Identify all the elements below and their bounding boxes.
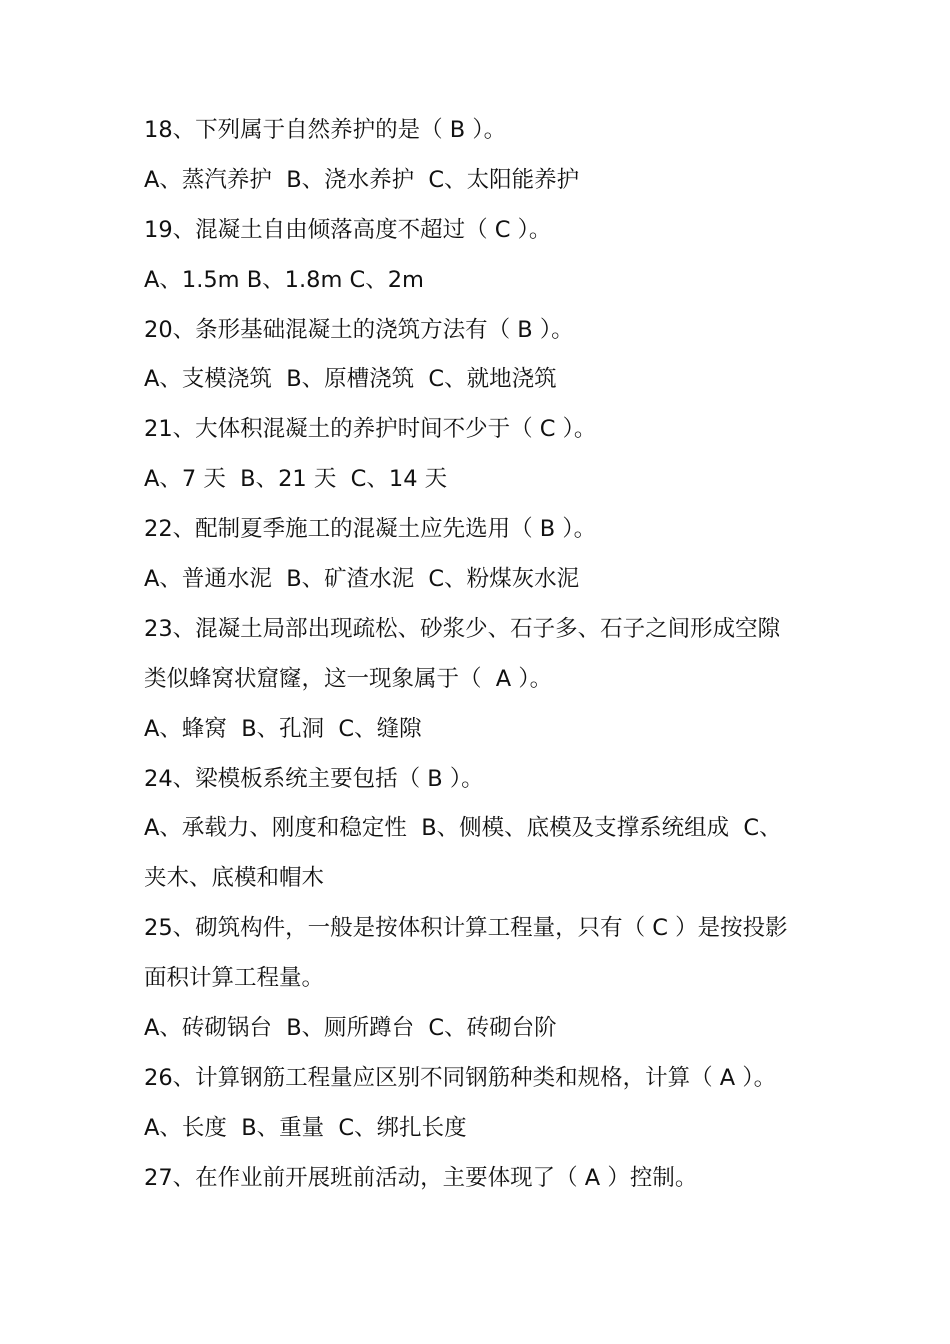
question-23-line-2: 类似蜂窝状窟窿，这一现象属于（ A ）。: [144, 665, 553, 692]
options-24-line-1: A、承载力、刚度和稳定性 B、侧模、底模及支撑系统组成 C、: [144, 815, 782, 842]
question-25-line-1: 25、砌筑构件，一般是按体积计算工程量，只有（ C ）是按投影: [144, 915, 788, 942]
question-26: 26、计算钢筋工程量应区别不同钢筋种类和规格，计算（ A ）。: [144, 1064, 777, 1091]
question-27: 27、在作业前开展班前活动，主要体现了（ A ）控制。: [144, 1164, 698, 1191]
question-list: [144, 106, 814, 1204]
options-22: A、普通水泥 B、矿渣水泥 C、粉煤灰水泥: [144, 566, 580, 593]
options-23: A、蜂窝 B、孔洞 C、缝隙: [144, 715, 422, 742]
options-24-line-2: 夹木、底模和帽木: [144, 865, 325, 892]
options-18: A、蒸汽养护 B、浇水养护 C、太阳能养护: [144, 166, 580, 193]
question-19: 19、混凝土自由倾落高度不超过（ C ）。: [144, 216, 552, 243]
options-20: A、支模浇筑 B、原槽浇筑 C、就地浇筑: [144, 366, 557, 393]
question-25-line-2: 面积计算工程量。: [144, 965, 325, 992]
options-26: A、长度 B、重量 C、绑扎长度: [144, 1114, 467, 1141]
question-21: 21、大体积混凝土的养护时间不少于（ C ）。: [144, 416, 597, 443]
question-22: 22、配制夏季施工的混凝土应先选用（ B ）。: [144, 516, 597, 543]
options-25: A、砖砌锅台 B、厕所蹲台 C、砖砌台阶: [144, 1015, 557, 1042]
question-23-line-1: 23、混凝土局部出现疏松、砂浆少、石子多、石子之间形成空隙: [144, 615, 781, 642]
options-19: A、1.5m B、1.8m C、2m: [144, 266, 424, 293]
question-24: 24、梁模板系统主要包括（ B ）。: [144, 765, 484, 792]
question-18: 18、下列属于自然养护的是（ B ）。: [144, 117, 507, 143]
options-21: A、7 天 B、21 天 C、14 天: [144, 466, 448, 493]
question-20: 20、条形基础混凝土的浇筑方法有（ B ）。: [144, 316, 574, 343]
